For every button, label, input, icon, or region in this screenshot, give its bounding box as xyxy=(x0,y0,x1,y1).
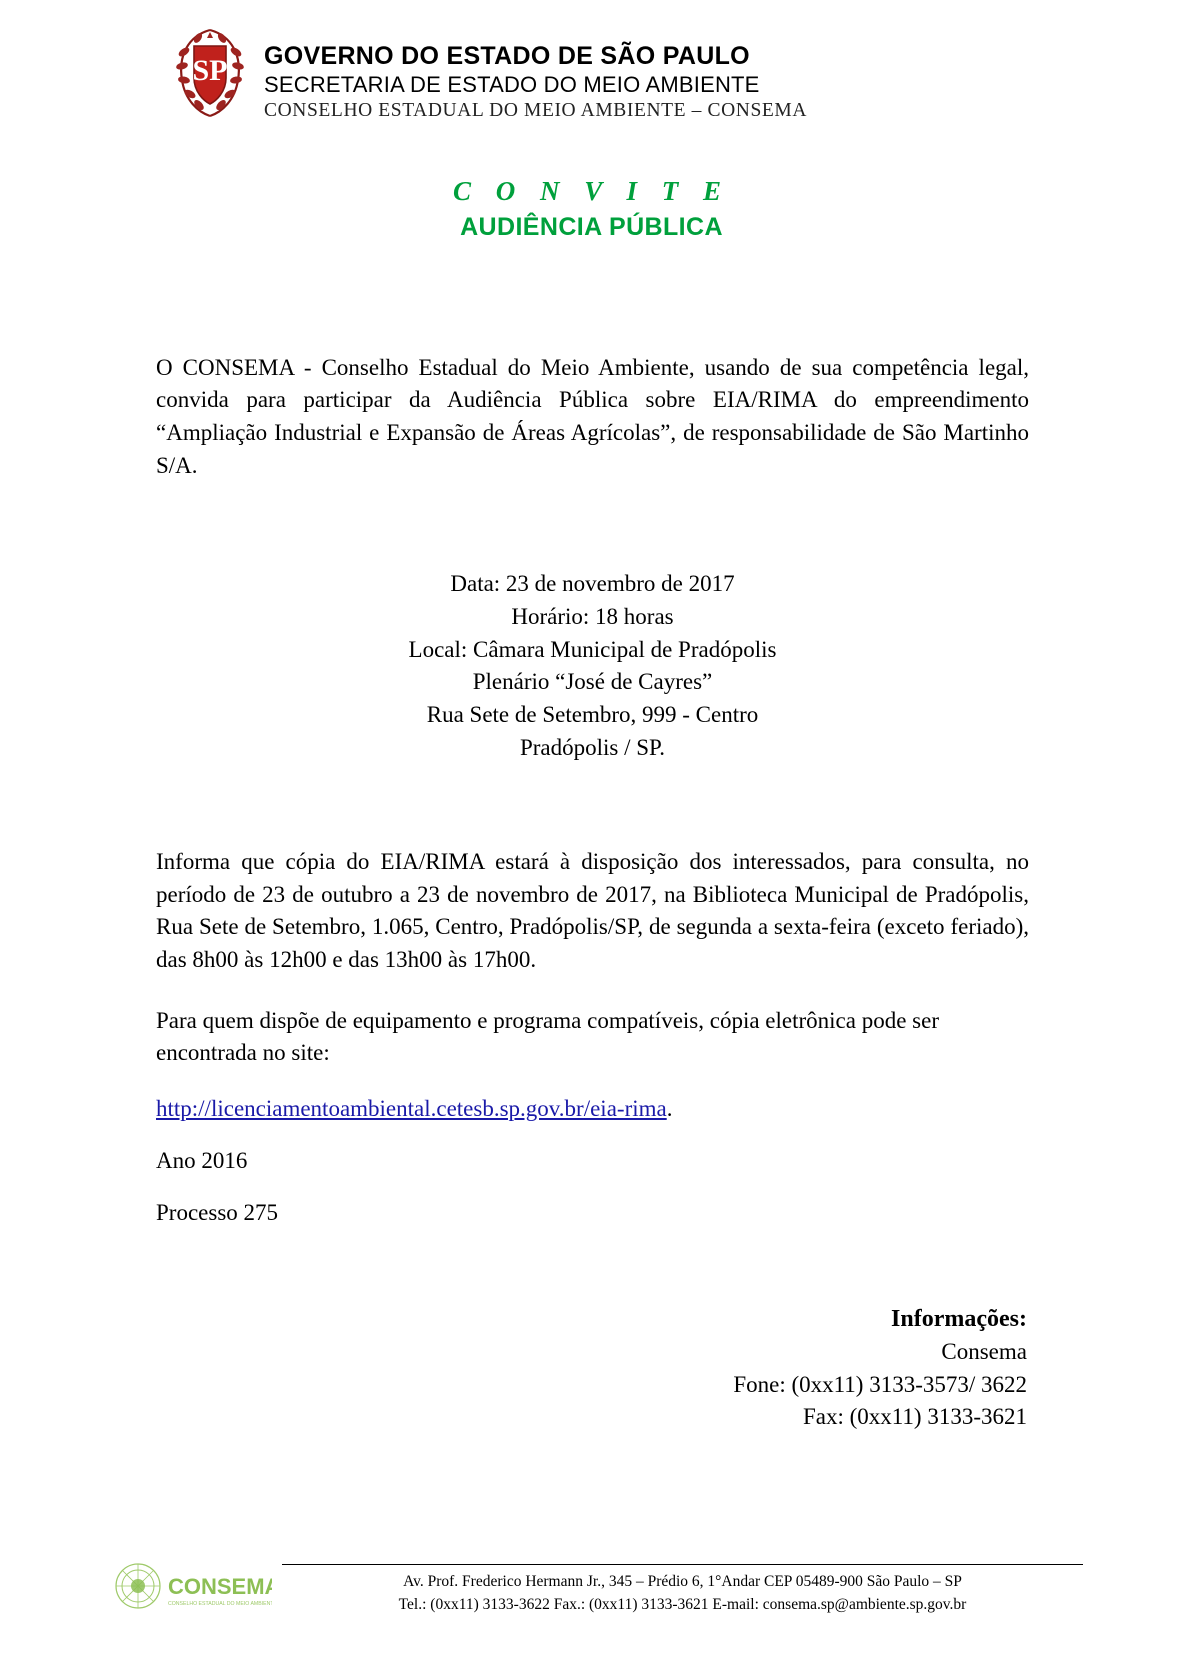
government-line: GOVERNO DO ESTADO DE SÃO PAULO xyxy=(264,42,750,70)
link-period: . xyxy=(666,1096,673,1122)
title-convite: C O N V I T E xyxy=(452,175,731,206)
intro-paragraph: O CONSEMA - Conselho Estadual do Meio Ambiente, usando de sua competência legal, convida para participar da Audiência Pública sobre EIA/RIMA do empreendimento “Ampliação Industrial e Expansão de Áreas Agrícolas”, de responsabilidade de São Martinho S/A. xyxy=(156,354,1029,478)
document-title-block xyxy=(0,176,1183,242)
contact-phone: Fone: (0xx11) 3133-3573/ 3622 xyxy=(733,1371,1027,1397)
year-line: Ano 2016 xyxy=(156,1148,248,1174)
secretariat-line: SECRETARIA DE ESTADO DO MEIO AMBIENTE xyxy=(264,71,760,97)
availability-paragraph: Informa que cópia do EIA/RIMA estará à disposição dos interessados, para consulta, no período de 23 de outubro a 23 de novembro de 2017, na Biblioteca Municipal de Pradópolis, Rua Sete de Setembro, 1.065, Centro, Pradópolis/SP, de segunda a sexta-feira (exceto feriado), das 8h00 às 12h00 e das 13h00 às 17h00. xyxy=(156,849,1029,973)
document-footer xyxy=(0,1559,1183,1621)
event-hall: Plenário “José de Cayres” xyxy=(472,669,713,695)
council-line: CONSELHO ESTADUAL DO MEIO AMBIENTE – CONSEMA xyxy=(264,100,808,122)
header-text-block xyxy=(264,22,807,124)
electronic-copy-paragraph: Para quem dispõe de equipamento e programa compatíveis, cópia eletrônica pode ser encontrada no site: xyxy=(156,1007,939,1066)
svg-text:SP: SP xyxy=(192,54,228,87)
footer-text-wrap xyxy=(282,1564,1083,1617)
eia-rima-link-line xyxy=(156,1096,1029,1122)
event-venue: Local: Câmara Municipal de Pradópolis xyxy=(408,636,777,662)
event-date: Data: 23 de novembro de 2017 xyxy=(450,571,735,597)
title-audiencia-publica: AUDIÊNCIA PÚBLICA xyxy=(460,212,723,241)
document-header xyxy=(0,0,1183,124)
contact-information-block xyxy=(156,1302,1029,1434)
footer-address-line: Av. Prof. Frederico Hermann Jr., 345 – Prédio 6, 1°Andar CEP 05489-900 São Paulo – SP xyxy=(403,1572,962,1590)
event-address: Rua Sete de Setembro, 999 - Centro xyxy=(426,701,759,727)
document-content xyxy=(154,352,1029,1435)
svg-text:CONSELHO ESTADUAL DO MEIO AMBI: CONSELHO ESTADUAL DO MEIO AMBIENTE xyxy=(168,1601,272,1607)
svg-text:CONSEMA: CONSEMA xyxy=(168,1574,272,1599)
event-details-block xyxy=(156,568,1029,764)
contact-org: Consema xyxy=(941,1339,1027,1365)
sao-paulo-state-coat-of-arms-icon xyxy=(170,22,250,120)
consema-logo-icon xyxy=(112,1559,272,1621)
contact-title: Informações: xyxy=(891,1306,1027,1333)
contact-fax: Fax: (0xx11) 3133-3621 xyxy=(802,1404,1027,1430)
event-time: Horário: 18 horas xyxy=(511,603,674,629)
event-city: Pradópolis / SP. xyxy=(519,734,666,760)
eia-rima-link[interactable]: http://licenciamentoambiental.cetesb.sp.gov.br/eia-rima xyxy=(156,1096,667,1122)
process-line: Processo 275 xyxy=(156,1200,279,1226)
footer-contact-line: Tel.: (0xx11) 3133-3622 Fax.: (0xx11) 3133-3621 E-mail: consema.sp@ambiente.sp.gov.br xyxy=(398,1596,967,1613)
